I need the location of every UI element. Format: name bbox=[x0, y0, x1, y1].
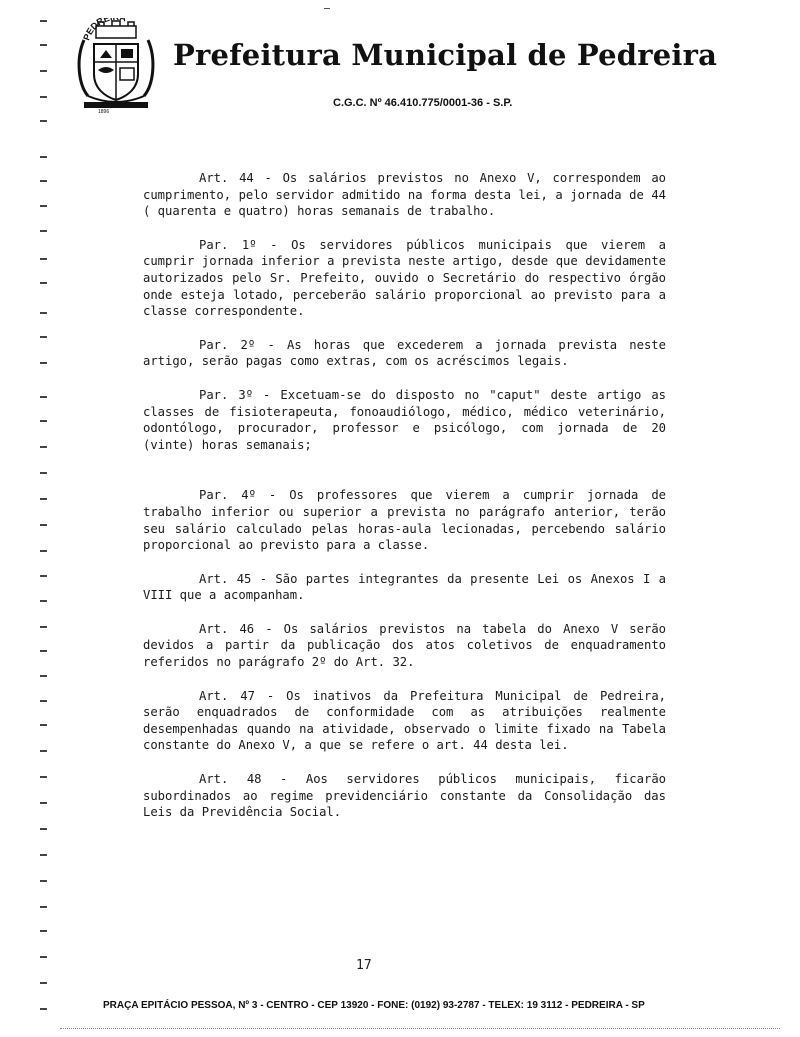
margin-mark bbox=[40, 498, 47, 500]
margin-mark bbox=[40, 362, 47, 364]
margin-mark bbox=[40, 982, 47, 984]
margin-mark bbox=[40, 1008, 47, 1010]
letterhead bbox=[0, 0, 800, 140]
margin-mark bbox=[40, 396, 47, 398]
paragraph-art-46: Art. 46 - Os salários previstos na tabela do Anexo V serão devidos a partir da publicação dos atos coletivos de enquadramento referidos no parágrafo 2º do Art. 32. bbox=[143, 621, 666, 670]
margin-mark bbox=[40, 600, 47, 602]
letterhead-title: Prefeitura Municipal de Pedreira bbox=[173, 38, 718, 72]
paragraph-art-48: Art. 48 - Aos servidores públicos municipais, ficarão subordinados ao regime previdenciário constante da Consolidação das Leis da Previdência Social. bbox=[143, 772, 666, 820]
margin-mark bbox=[40, 20, 47, 22]
document-body bbox=[143, 170, 666, 838]
scan-margin-marks bbox=[0, 0, 60, 1037]
margin-mark bbox=[40, 258, 47, 260]
margin-mark bbox=[40, 446, 47, 448]
margin-mark bbox=[40, 650, 47, 652]
margin-mark bbox=[40, 776, 47, 778]
margin-mark bbox=[40, 312, 47, 314]
margin-mark bbox=[40, 230, 47, 232]
paragraph-par-4: Par. 4º - Os professores que vierem a cumprir jornada de trabalho inferior ou superior a prevista no parágrafo anterior, terão seu salário calculado pelas horas-aula lecionadas, percebendo salário proporcional ao previsto para a classe. bbox=[143, 488, 666, 553]
margin-mark bbox=[40, 750, 47, 752]
margin-mark bbox=[40, 906, 47, 908]
margin-mark bbox=[40, 205, 47, 207]
margin-mark bbox=[40, 282, 47, 284]
municipal-crest bbox=[74, 18, 158, 114]
paragraph-art-44: Art. 44 - Os salários previstos no Anexo V, correspondem ao cumprimento, pelo servidor admitido na forma desta lei, a jornada de 44 ( quarenta e quatro) horas semanais de trabalho. bbox=[143, 171, 666, 219]
margin-mark bbox=[40, 70, 47, 72]
margin-mark bbox=[40, 930, 47, 932]
margin-mark bbox=[40, 802, 47, 804]
svg-text:PEDREIRA: PEDRE bbox=[81, 18, 111, 42]
margin-mark bbox=[40, 700, 47, 702]
margin-mark bbox=[40, 44, 47, 46]
margin-mark bbox=[40, 96, 47, 98]
margin-mark bbox=[40, 420, 47, 422]
margin-mark bbox=[40, 626, 47, 628]
paragraph-par-3: Par. 3º - Excetuam-se do disposto no "caput" deste artigo as classes de fisioterapeuta, fonoaudiólogo, médico, médico veterinário, odontólogo, procurador, professor e psicólogo, com jornada de 20 (vinte) horas semanais; bbox=[143, 387, 666, 452]
margin-mark bbox=[40, 828, 47, 830]
paragraph-art-45: Art. 45 - São partes integrantes da presente Lei os Anexos I a VIII que a acompanham. bbox=[143, 571, 666, 603]
margin-mark bbox=[40, 156, 47, 158]
margin-mark bbox=[40, 675, 47, 677]
margin-mark bbox=[40, 120, 47, 122]
margin-mark bbox=[40, 336, 47, 338]
svg-text:1896: 1896 bbox=[98, 109, 110, 114]
paragraph-par-1: Par. 1º - Os servidores públicos municipais que vierem a cumprir jornada inferior a prevista neste artigo, desde que devidamente autorizados pelo Sr. Prefeito, ouvido o Secretário do respectivo órgão onde esteja lotado, perceberão salário proporcional ao previsto para a classe correspondente. bbox=[143, 237, 666, 319]
margin-mark bbox=[40, 524, 47, 526]
cgc-number: C.G.C. Nº 46.410.775/0001-36 - S.P. bbox=[333, 97, 513, 109]
margin-mark bbox=[40, 956, 47, 958]
margin-mark bbox=[40, 854, 47, 856]
letterhead-footer: PRAÇA EPITÁCIO PESSOA, Nº 3 - CENTRO - CEP 13920 - FONE: (0192) 93-2787 - TELEX: 19 3112 - PEDREIRA - SP bbox=[103, 1000, 645, 1011]
margin-mark bbox=[40, 575, 47, 577]
margin-mark bbox=[40, 180, 47, 182]
paragraph-art-47: Art. 47 - Os inativos da Prefeitura Municipal de Pedreira, serão enquadrados de conformidade com as atribuições realmente desempenhadas quando na atividade, observado o limite fixado na Tabela constante do Anexo V, a que se refere o art. 44 desta lei. bbox=[143, 688, 666, 753]
margin-mark bbox=[40, 880, 47, 882]
scan-mark bbox=[324, 8, 330, 9]
margin-mark bbox=[40, 724, 47, 726]
margin-mark bbox=[40, 550, 47, 552]
paragraph-par-2: Par. 2º - As horas que excederem a jornada prevista neste artigo, serão pagas como extras, com os acréscimos legais. bbox=[143, 337, 666, 369]
margin-mark bbox=[40, 472, 47, 474]
page-number: 17 bbox=[356, 958, 372, 973]
scan-bottom-edge bbox=[60, 1028, 780, 1029]
